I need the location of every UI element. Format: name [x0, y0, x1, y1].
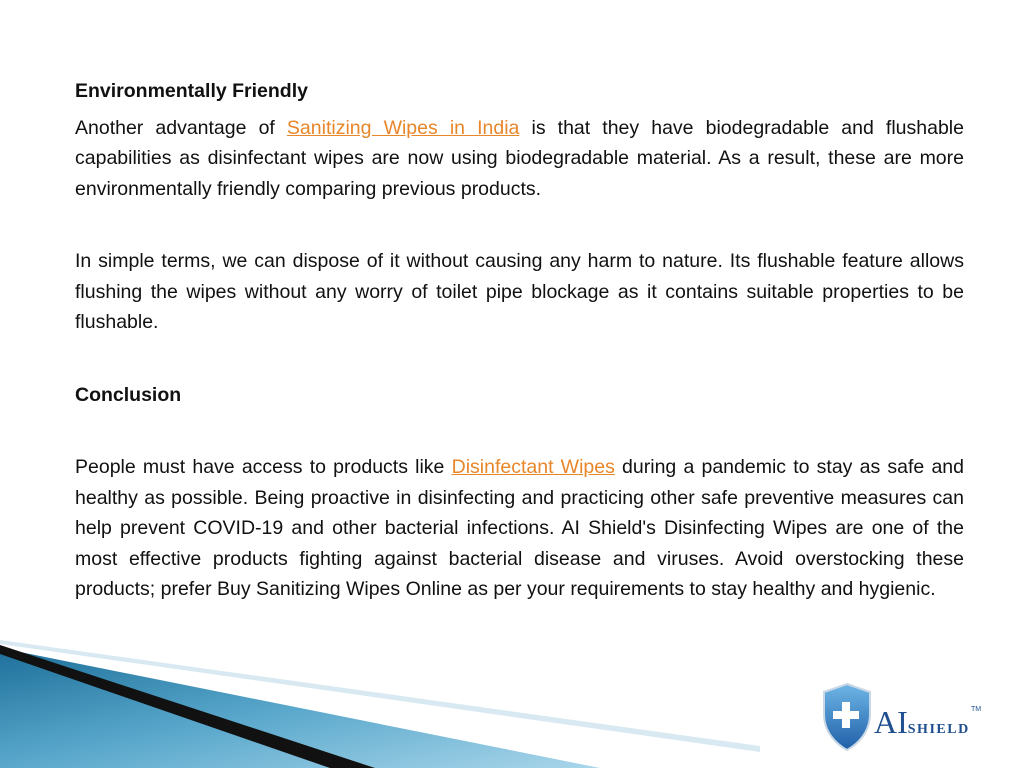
logo-wordmark	[874, 704, 970, 741]
section-heading-environmentally-friendly: Environmentally Friendly	[75, 80, 308, 102]
paragraph-text: during a pandemic to stay as safe and healthy as possible. Being proactive in disinfecting and practicing other safe preventive measures can help prevent COVID-19 and other bacterial infections. AI Shield's Disinfecting Wipes are one of the most effective products fighting against bacterial disease and viruses. Avoid overstocking these products; prefer Buy Sanitizing Wipes Online as per your requirements to stay healthy and hygienic.	[75, 456, 964, 600]
ai-shield-logo	[818, 680, 993, 760]
paragraph-advantage	[75, 113, 964, 205]
spacer	[75, 338, 964, 380]
paragraph-simple-terms: In simple terms, we can dispose of it without causing any harm to nature. Its flushable feature allows flushing the wipes without any worry of toilet pipe blockage as it contains suitable properties to be flushable.	[75, 250, 964, 333]
paragraph-conclusion	[75, 452, 964, 605]
spacer	[75, 204, 964, 246]
logo-text-ai: AI	[874, 704, 908, 740]
spacer	[75, 410, 964, 452]
decorative-corner-stripes	[0, 640, 760, 768]
shield-icon	[820, 682, 874, 752]
paragraph-text: Another advantage of	[75, 116, 287, 139]
logo-text-shield: SHIELD	[907, 722, 970, 737]
disinfectant-wipes-link[interactable]: Disinfectant Wipes	[451, 456, 615, 478]
sanitizing-wipes-india-link[interactable]: Sanitizing Wipes in India	[286, 116, 520, 139]
paragraph-text: People must have access to products like	[75, 456, 452, 478]
paragraph-text: is that they have biodegradable and flushable capabilities as disinfectant wipes are now using biodegradable material. As a result, these are more environmentally friendly comparing previous products.	[75, 116, 964, 200]
section-heading-conclusion: Conclusion	[75, 383, 182, 406]
logo-trademark: TM	[971, 706, 982, 713]
slide-content	[75, 76, 964, 605]
